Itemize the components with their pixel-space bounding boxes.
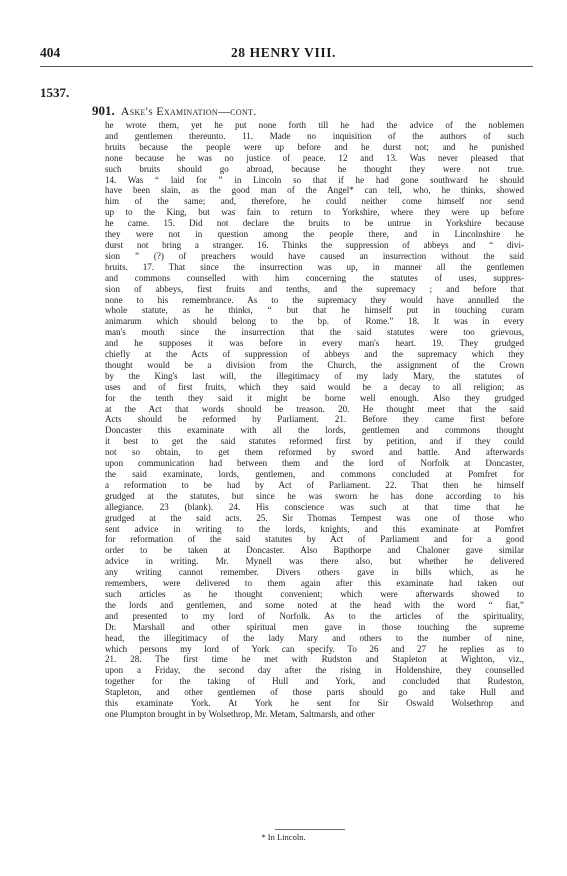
body-text xyxy=(105,120,524,720)
text-line: for the tenth they said it might be borne well enough. Also they grudged xyxy=(105,392,524,403)
page-number: 404 xyxy=(40,45,61,60)
text-line: and presented to my lord of Norfolk. As to the articles of the spirituality, xyxy=(105,610,524,621)
text-line: the lords and gentlemen, and some noted at the head with the word “ fiat,” xyxy=(105,599,524,610)
text-line: for reformation of the said statutes by Act of Parliament and for a good xyxy=(105,534,524,545)
text-line: him of the same; and, therefore, he could neither come himself nor send xyxy=(105,196,524,207)
text-line: by the King's last will, the illegitimacy of my lady Mary, the statutes of xyxy=(105,370,524,381)
text-line: bruits because the people were up before and he durst not; and he punished xyxy=(105,141,524,152)
text-line: he wrote them, yet he put none forth till he had the advice of the noblemen xyxy=(105,120,524,130)
text-line: none because he was no justice of peace. 12 and 13. Was never pleased that xyxy=(105,152,524,163)
entry-heading xyxy=(92,103,257,119)
text-line: this examinate York. At York he sent for Sir Oswald Wolsethrop and xyxy=(105,698,524,709)
text-line: head, the illegitimacy of the lady Mary and others to the number of nine, xyxy=(105,632,524,643)
text-line: 21. 28. The first time he met with Rudston and Stapleton at Wighton, viz., xyxy=(105,654,524,665)
text-line: uses and of first fruits, which they said would be a decay to all religion; as xyxy=(105,381,524,392)
text-line: such bruits should go abroad, because he thought they were not true. xyxy=(105,163,524,174)
text-line: not so obtain, to get them reformed by sword and battle. And afterwards xyxy=(105,447,524,458)
text-line: and he supposes it was before in every man's heart. 19. They grudged xyxy=(105,338,524,349)
text-line: together for the taking of Hull and York, and concluded that Rudeston, xyxy=(105,676,524,687)
text-line: and commons counselled with him concerning the statutes of uses, suppres- xyxy=(105,272,524,283)
text-line: man's mouth since the insurrection that the said statutes were too grievous, xyxy=(105,327,524,338)
text-line: a reformation to be had by Act of Parliament. 22. That then he himself xyxy=(105,479,524,490)
year-margin: 1537. xyxy=(40,85,70,100)
text-line: upon communication had between them and the lord of Norfolk at Doncaster, xyxy=(105,458,524,469)
text-line: durst not bring a stranger. 16. Thinks the suppression of abbeys and “ divi- xyxy=(105,239,524,250)
text-line: sion ” (?) of preachers would have caused an insurrection without the said xyxy=(105,250,524,261)
text-line: grudged at the said acts. 25. Sir Thomas Tempest was one of those who xyxy=(105,512,524,523)
text-line: one Plumpton brought in by Wolsethrop, Mr. Metam, Saltmarsh, and other xyxy=(105,708,375,719)
text-line: Acts should be reformed by Parliament. 21. Before they came first before xyxy=(105,414,524,425)
text-line: the said examinate, lords, gentlemen, and commons concluded at Pomfret for xyxy=(105,469,524,479)
entry-number: 901. xyxy=(92,103,115,118)
text-line: upon a Friday, the second day after the rising in Holdenshire, they counselled xyxy=(105,665,524,676)
text-line: chiefly at the Acts of suppression of abbeys and the supremacy which they xyxy=(105,349,524,360)
text-line: up to the King, but was fain to return to Yorkshire, where they were up before xyxy=(105,207,524,218)
text-line: and gentlemen thereunto. 11. Made no inquisition of the authors of such xyxy=(105,130,524,141)
text-line: bruits. 17. That since the insurrection was up, in manner all the gentlemen xyxy=(105,261,524,272)
text-line: any writing cannot remember. Divers others gave in bills which, as he xyxy=(105,567,524,578)
entry-title: Aske's Examination—cont. xyxy=(120,104,257,118)
text-line: whole statute, as he thinks, “ but that he himself put in touching curam xyxy=(105,305,524,316)
text-line: remembers, were delivered to them again after this examinate had taken out xyxy=(105,578,524,589)
text-line: such articles as he thought convenient; which were afterwards showed to xyxy=(105,588,524,599)
text-line: thought would be a division from the Church, the assignment of the Crown xyxy=(105,359,524,370)
text-line: sion of abbeys, first fruits and tenths, and the supremacy ; and before that xyxy=(105,283,524,294)
text-line: Doncaster this examinate with all the lords, gentlemen and commons thought xyxy=(105,425,524,436)
text-line: none to his remembrance. As to the supremacy they would have annulled the xyxy=(105,294,524,305)
text-line: have been slain, as the good man of the Angel* can tell, who, he thinks, showed xyxy=(105,185,524,196)
footnote: * In Lincoln. xyxy=(261,832,306,842)
text-line: they were not in question among the people there, and in Lincolnshire he xyxy=(105,229,524,240)
text-line: it best to get the said statutes reformed first by petition, and if they could xyxy=(105,436,524,447)
text-line: Dr. Marshall and other spiritual men gave in those touching the supreme xyxy=(105,621,524,632)
footnote-rule xyxy=(275,829,345,830)
text-line: animarum which should belong to the bp. of Rome.” 18. It was in every xyxy=(105,316,524,327)
text-line: at the Act that words should be treason. 20. He thought meet that the said xyxy=(105,403,524,414)
running-title: 28 HENRY VIII. xyxy=(230,45,337,60)
text-line: 14. Was “ laid for ” in Lincoln so that if he had gone southward he should xyxy=(105,174,524,185)
text-line: allegiance. 23 (blank). 24. His conscience was such at that time that he xyxy=(105,501,524,512)
header-rule xyxy=(40,66,533,67)
text-line: advice in writing. Mr. Mynell was there also, but whether he delivered xyxy=(105,556,524,567)
text-line: he came. 15. Did not declare the bruits to be untrue in Yorkshire because xyxy=(105,218,524,229)
text-line: grudged at the statutes, but since he was sworn he has done according to his xyxy=(105,490,524,501)
text-line: which persons my lord of York can specify. To 26 and 27 he replies as to xyxy=(105,643,524,654)
text-line: Stapleton, and other gentlemen of those parts should go and take Hull and xyxy=(105,687,524,698)
text-line: order to be taken at Doncaster. Also Bapthorpe and Chaloner gave similar xyxy=(105,545,524,556)
text-line: sent advice in writing to the lords, knights, and this examinate at Pomfret xyxy=(105,523,524,534)
